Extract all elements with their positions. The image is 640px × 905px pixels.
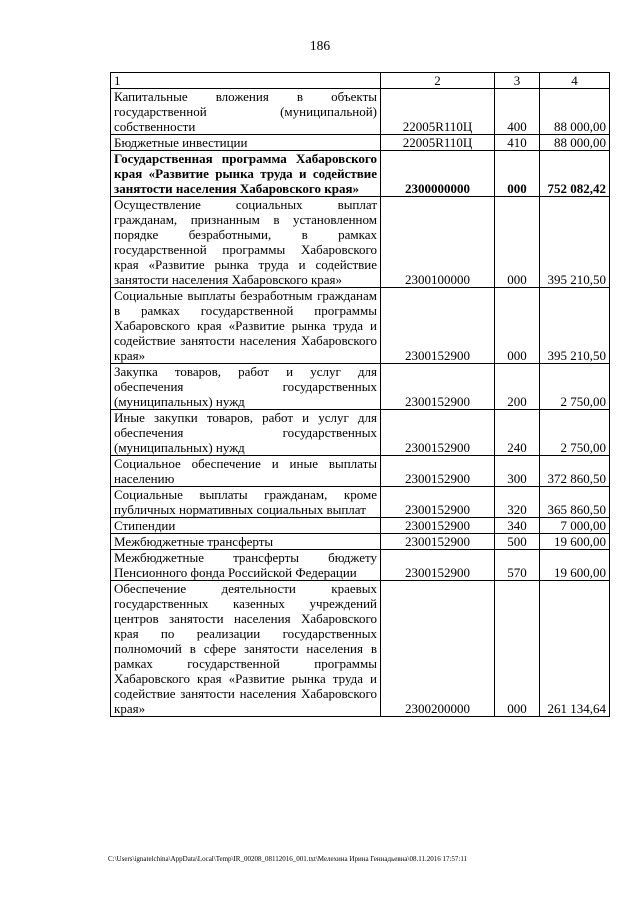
row-type-cell: 000	[495, 197, 540, 288]
table-row	[111, 89, 610, 135]
page-number: 186	[309, 38, 331, 53]
row-name-cell: Осуществление социальных выплат гражданам, признанным в установленном порядке безработными, в рамках государственной программы Хабаровского края «Развитие рынка труда и содействие занятости населения Хабаровского края»	[111, 197, 381, 288]
table-row	[111, 518, 610, 534]
row-amount-cell: 395 210,50	[540, 197, 610, 288]
row-type-cell: 000	[495, 151, 540, 197]
row-amount-cell: 372 860,50	[540, 456, 610, 487]
row-type-cell: 340	[495, 518, 540, 534]
table-row	[111, 410, 610, 456]
row-amount-cell: 88 000,00	[540, 89, 610, 135]
row-type-cell: 320	[495, 487, 540, 518]
row-code-cell: 2300152900	[381, 487, 495, 518]
row-amount-cell: 261 134,64	[540, 581, 610, 717]
table-header-row	[111, 73, 610, 89]
row-code-cell: 22005R110Ц	[381, 89, 495, 135]
table-row	[111, 151, 610, 197]
row-type-cell: 500	[495, 534, 540, 550]
row-name-cell: Межбюджетные трансферты бюджету Пенсионного фонда Российской Федерации	[111, 550, 381, 581]
file-path-footer: C:\Users\ignatelchina\AppData\Local\Temp\IR_00208_08112016_001.txt\Мелехина Ирина Геннадьевна\08.11.2016 17:57:11	[108, 855, 468, 863]
row-type-cell: 000	[495, 581, 540, 717]
row-type-cell: 200	[495, 364, 540, 410]
row-type-cell: 400	[495, 89, 540, 135]
row-amount-cell: 88 000,00	[540, 135, 610, 151]
row-code-cell: 2300200000	[381, 581, 495, 717]
row-type-cell: 000	[495, 288, 540, 364]
row-code-cell: 2300152900	[381, 410, 495, 456]
row-amount-cell: 7 000,00	[540, 518, 610, 534]
row-code-cell: 2300152900	[381, 288, 495, 364]
budget-table-body	[111, 73, 610, 717]
row-name-cell: Социальные выплаты безработным гражданам в рамках государственной программы Хабаровского края «Развитие рынка труда и содействие занятости населения Хабаровского края»	[111, 288, 381, 364]
row-code-cell: 22005R110Ц	[381, 135, 495, 151]
row-name-cell: Закупка товаров, работ и услуг для обеспечения государственных (муниципальных) нужд	[111, 364, 381, 410]
header-col-3: 3	[495, 73, 540, 89]
row-code-cell: 2300152900	[381, 534, 495, 550]
row-amount-cell: 19 600,00	[540, 550, 610, 581]
row-amount-cell: 395 210,50	[540, 288, 610, 364]
row-amount-cell: 365 860,50	[540, 487, 610, 518]
row-code-cell: 2300152900	[381, 364, 495, 410]
row-amount-cell: 19 600,00	[540, 534, 610, 550]
table-row	[111, 197, 610, 288]
table-row	[111, 534, 610, 550]
row-name-cell: Иные закупки товаров, работ и услуг для обеспечения государственных (муниципальных) нужд	[111, 410, 381, 456]
header-col-2: 2	[381, 73, 495, 89]
row-code-cell: 2300000000	[381, 151, 495, 197]
row-name-cell: Социальные выплаты гражданам, кроме публичных нормативных социальных выплат	[111, 487, 381, 518]
table-row	[111, 135, 610, 151]
row-name-cell: Обеспечение деятельности краевых государственных казенных учреждений центров занятости населения Хабаровского края по реализации государственных полномочий в сфере занятости населения в рамках государственной программы Хабаровского края «Развитие рынка труда и содействие занятости населения Хабаровского края»	[111, 581, 381, 717]
row-code-cell: 2300100000	[381, 197, 495, 288]
table-row	[111, 487, 610, 518]
table-row	[111, 550, 610, 581]
row-code-cell: 2300152900	[381, 518, 495, 534]
header-col-1: 1	[111, 73, 381, 89]
row-type-cell: 240	[495, 410, 540, 456]
row-name-cell: Стипендии	[111, 518, 381, 534]
row-name-cell: Капитальные вложения в объекты государственной (муниципальной) собственности	[111, 89, 381, 135]
row-name-cell: Государственная программа Хабаровского края «Развитие рынка труда и содействие занятости населения Хабаровского края»	[111, 151, 381, 197]
row-name-cell: Межбюджетные трансферты	[111, 534, 381, 550]
row-code-cell: 2300152900	[381, 456, 495, 487]
table-row	[111, 581, 610, 717]
row-amount-cell: 2 750,00	[540, 364, 610, 410]
row-name-cell: Бюджетные инвестиции	[111, 135, 381, 151]
row-code-cell: 2300152900	[381, 550, 495, 581]
row-type-cell: 300	[495, 456, 540, 487]
budget-table	[110, 72, 610, 717]
row-amount-cell: 2 750,00	[540, 410, 610, 456]
table-row	[111, 364, 610, 410]
header-col-4: 4	[540, 73, 610, 89]
row-name-cell: Социальное обеспечение и иные выплаты населению	[111, 456, 381, 487]
table-row	[111, 288, 610, 364]
row-type-cell: 410	[495, 135, 540, 151]
table-row	[111, 456, 610, 487]
row-type-cell: 570	[495, 550, 540, 581]
row-amount-cell: 752 082,42	[540, 151, 610, 197]
